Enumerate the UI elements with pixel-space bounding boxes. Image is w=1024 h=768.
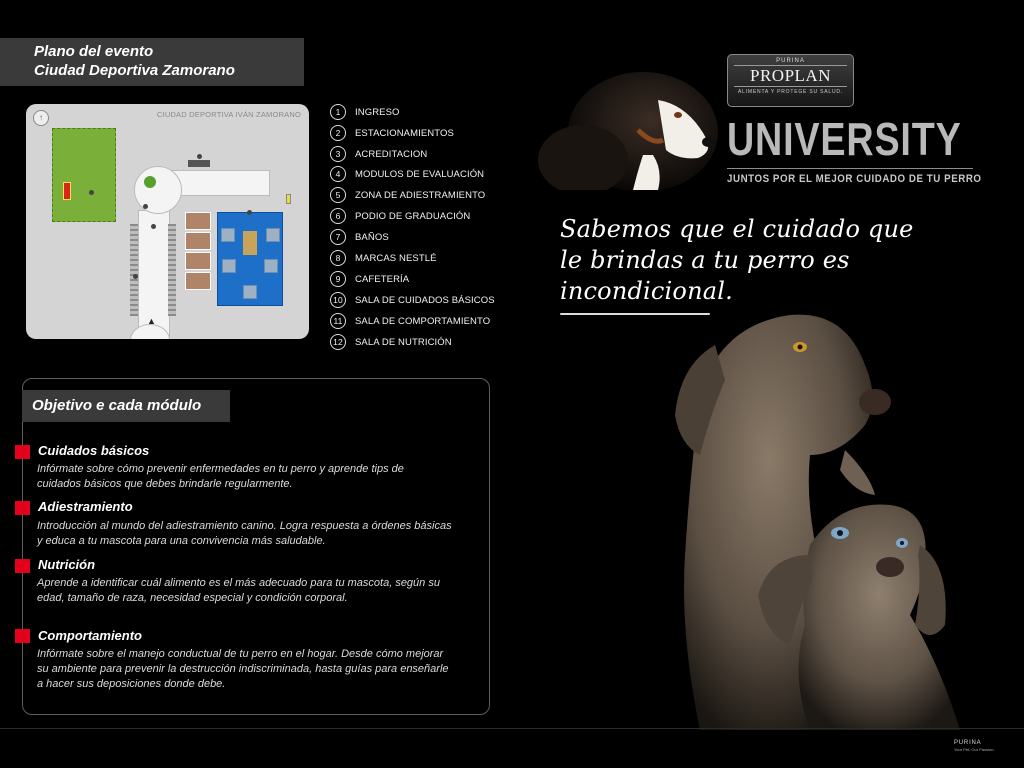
objective-text <box>37 576 477 606</box>
legend-label: SALA DE NUTRICIÓN <box>355 336 452 348</box>
legend-item <box>330 186 485 204</box>
compass-icon: ↑ <box>33 110 49 126</box>
map-accreditation <box>188 160 210 167</box>
red-square-icon <box>15 629 30 643</box>
objective-text-line: Infórmate sobre el manejo conductual de tu perro en el hogar. Desde cómo mejorar <box>37 648 444 660</box>
objective-heading: Nutrición <box>38 557 96 572</box>
legend-number: 4 <box>330 166 346 182</box>
legend-label: MARCAS NESTLÉ <box>355 252 437 264</box>
weimaraner-dogs-image <box>640 305 1024 730</box>
map-marker <box>143 204 148 209</box>
map-module <box>221 228 235 242</box>
legend-label: PODIO DE GRADUACIÓN <box>355 210 471 222</box>
map-marker <box>197 154 202 159</box>
legend-number: 7 <box>330 229 346 245</box>
legend-item <box>330 103 400 121</box>
legend-label: SALA DE CUIDADOS BÁSICOS <box>355 294 495 306</box>
tagline-line: Sabemos que el cuidado que <box>560 215 914 243</box>
legend-label: INGRESO <box>355 106 400 118</box>
objective-text <box>37 647 477 692</box>
map-green-marker <box>144 176 156 188</box>
objective-text-line: a hacer sus deposiciones donde debe. <box>37 678 226 690</box>
tagline-line: incondicional. <box>560 277 733 305</box>
legend-label: MODULOS DE EVALUACIÓN <box>355 168 485 180</box>
tagline <box>560 214 914 307</box>
legend-label: CAFETERÍA <box>355 273 410 285</box>
legend-label: ESTACIONAMIENTOS <box>355 127 454 139</box>
objectives-title: Objetivo e cada módulo <box>22 390 230 422</box>
objective-text-line: su ambiente para prevenir la destrucción indiscriminada, hasta guías para enseñarle <box>37 663 449 675</box>
purina-label: PURINA <box>776 58 805 64</box>
map-room <box>185 252 211 270</box>
objective-heading: Adiestramiento <box>38 499 133 514</box>
legend-item <box>330 270 409 288</box>
legend-number: 11 <box>330 313 346 329</box>
legend-number: 6 <box>330 208 346 224</box>
map-module <box>266 228 280 242</box>
objective-text <box>37 462 477 492</box>
legend-label: SALA DE COMPORTAMIENTO <box>355 315 491 327</box>
map-room <box>185 272 211 290</box>
divider <box>727 168 973 169</box>
legend-number: 9 <box>330 271 346 287</box>
objective-text-line: Aprende a identificar cuál alimento es el más adecuado para tu mascota, según su <box>37 577 440 589</box>
legend-number: 5 <box>330 187 346 203</box>
objective-heading: Comportamiento <box>38 628 142 643</box>
legend-item <box>330 333 452 351</box>
legend-item <box>330 249 437 267</box>
legend-number: 2 <box>330 125 346 141</box>
legend-item <box>330 124 454 142</box>
objective-text-line: cuidados básicos que debes brindarle regularmente. <box>37 478 293 490</box>
objective-text-line: edad, tamaño de raza, necesidad especial y condición corporal. <box>37 592 348 604</box>
legend-number: 8 <box>330 250 346 266</box>
red-square-icon <box>15 445 30 459</box>
tagline-line: le brindas a tu perro es <box>560 246 850 274</box>
proplan-name: PROPLAN <box>734 65 847 87</box>
university-subtitle: JUNTOS POR EL MEJOR CUIDADO DE TU PERRO <box>727 173 982 185</box>
objective-text <box>37 519 477 549</box>
map-caption: CIUDAD DEPORTIVA IVÁN ZAMORANO <box>156 110 301 119</box>
proplan-logo <box>727 54 854 107</box>
map-module <box>243 285 257 299</box>
legend-item <box>330 228 389 246</box>
map-central-module <box>243 231 257 255</box>
bernese-dog-image <box>538 60 720 190</box>
legend-label: ZONA DE ADIESTRAMIENTO <box>355 189 486 201</box>
purina-footer-slogan: Your Pet, Our Passion. <box>954 747 995 752</box>
legend-item <box>330 207 470 225</box>
objective-text-line: Introducción al mundo del adiestramiento canino. Logra respuesta a órdenes básicas <box>37 520 452 532</box>
map-parking-left <box>130 224 138 316</box>
legend-item <box>330 165 484 183</box>
map-cafeteria <box>286 194 291 204</box>
entrance-arrow-icon: ▲ <box>147 316 156 326</box>
map-module <box>264 259 278 273</box>
objective-text-line: y educa a tu mascota para una convivencia más saludable. <box>37 535 326 547</box>
university-title: UNIVERSITY <box>727 113 962 165</box>
legend-number: 10 <box>330 292 346 308</box>
legend-label: ACREDITACION <box>355 148 428 160</box>
map-roundabout <box>134 166 182 214</box>
proplan-tagline: ALIMENTA Y PROTEGE SU SALUD. <box>738 89 843 95</box>
map-podium <box>63 182 71 200</box>
legend-number: 12 <box>330 334 346 350</box>
map-training-field <box>52 128 116 222</box>
plan-title-line2: Ciudad Deportiva Zamorano <box>34 62 235 79</box>
legend-item <box>330 312 490 330</box>
map-parking-right <box>168 224 176 316</box>
map-room <box>185 232 211 250</box>
legend-item <box>330 291 495 309</box>
plan-title-line1: Plano del evento <box>34 43 154 60</box>
objective-heading: Cuidados básicos <box>38 443 150 458</box>
legend-item <box>330 145 427 163</box>
purina-footer-logo <box>954 740 995 752</box>
red-square-icon <box>15 501 30 515</box>
map-marker <box>133 274 138 279</box>
plan-title <box>0 38 304 86</box>
legend-number: 1 <box>330 104 346 120</box>
purina-footer-label: PURINA <box>954 740 982 746</box>
event-map <box>26 104 309 339</box>
legend-label: BAÑOS <box>355 231 389 243</box>
map-room <box>185 212 211 230</box>
red-square-icon <box>15 559 30 573</box>
legend-number: 3 <box>330 146 346 162</box>
objective-text-line: Infórmate sobre cómo prevenir enfermedades en tu perro y aprende tips de <box>37 463 404 475</box>
map-marker <box>247 210 252 215</box>
map-marker <box>151 224 156 229</box>
footer-divider <box>0 728 1024 729</box>
map-marker <box>89 190 94 195</box>
map-module <box>222 259 236 273</box>
